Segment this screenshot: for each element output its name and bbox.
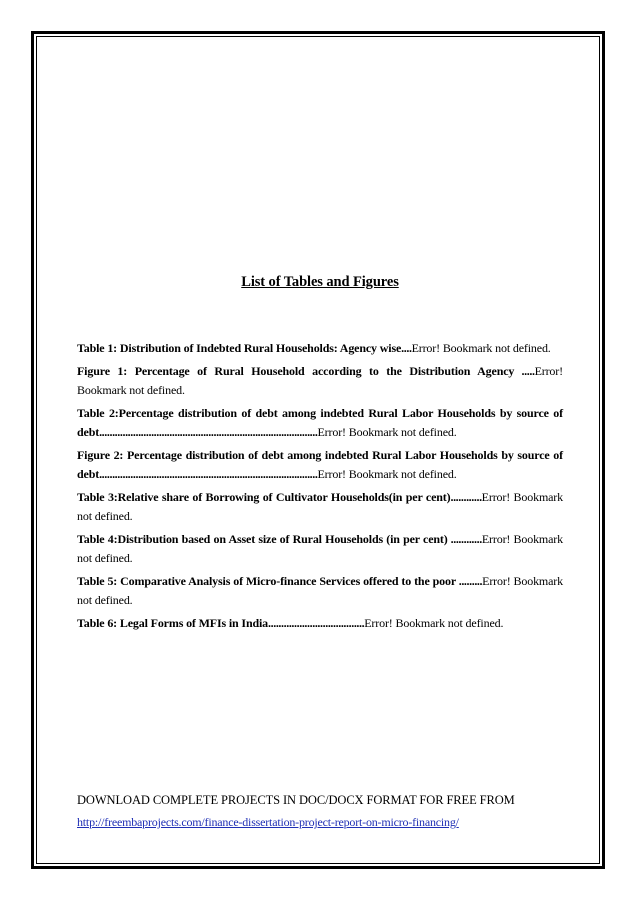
toc-entry-title: Table 2:Percentage distribution of debt among indebted Rural Labor Households by source of debt (77, 406, 563, 439)
toc-entry-status: Error! Bookmark not defined. (77, 574, 563, 607)
toc-entry-status: Error! Bookmark not defined. (77, 490, 563, 523)
toc-entry-title: Table 6: Legal Forms of MFIs in India (77, 616, 269, 630)
toc-entry-title: Table 4:Distribution based on Asset size of Rural Households (in per cent) (77, 532, 448, 546)
toc-entry-status: Error! Bookmark not defined. (77, 364, 563, 397)
toc-leader-dots: .... (401, 341, 412, 355)
toc-entry-table-6[interactable] (77, 614, 563, 633)
toc-entry-status: Error! Bookmark not defined. (411, 341, 551, 355)
page-heading: List of Tables and Figures (241, 274, 399, 290)
toc-entry-title: Table 5: Comparative Analysis of Micro-finance Services offered to the poor (77, 574, 457, 588)
toc-entry-title: Table 1: Distribution of Indebted Rural Households: Agency wise (77, 341, 402, 355)
toc-leader-dots: ..................................... (268, 616, 365, 630)
toc-entry-table-2[interactable] (77, 404, 563, 442)
toc-entry-table-3[interactable] (77, 488, 563, 526)
toc-entry-table-1[interactable] (77, 339, 563, 358)
toc-leader-dots: ............ (447, 532, 482, 546)
toc-leader-dots: .................................................................................... (99, 467, 318, 481)
toc-leader-dots: ............ (450, 490, 482, 504)
toc-entry-figure-2[interactable] (77, 446, 563, 484)
toc-entry-title: Figure 2: Percentage distribution of debt among indebted Rural Labor Households by source of debt (77, 448, 563, 481)
toc-entry-table-5[interactable] (77, 572, 563, 610)
download-notice: DOWNLOAD COMPLETE PROJECTS IN DOC/DOCX FORMAT FOR FREE FROM (77, 793, 515, 807)
toc-leader-dots: ......... (456, 574, 483, 588)
toc-entry-status: Error! Bookmark not defined. (317, 467, 457, 481)
toc-entry-status: Error! Bookmark not defined. (364, 616, 504, 630)
toc-entry-title: Table 3:Relative share of Borrowing of Cultivator Households(in per cent) (77, 490, 451, 504)
download-link[interactable]: http://freembaprojects.com/finance-dissertation-project-report-on-micro-financing/ (77, 815, 459, 829)
toc-entry-title: Figure 1: Percentage of Rural Household according to the Distribution Agency (77, 364, 515, 378)
toc-leader-dots: .................................................................................... (99, 425, 318, 439)
toc-entry-status: Error! Bookmark not defined. (317, 425, 457, 439)
toc-entry-status: Error! Bookmark not defined. (77, 532, 563, 565)
toc-entry-figure-1[interactable] (77, 362, 563, 400)
download-footer (77, 790, 577, 832)
toc-leader-dots: ..... (514, 364, 535, 378)
table-of-figures (77, 339, 563, 637)
toc-entry-table-4[interactable] (77, 530, 563, 568)
